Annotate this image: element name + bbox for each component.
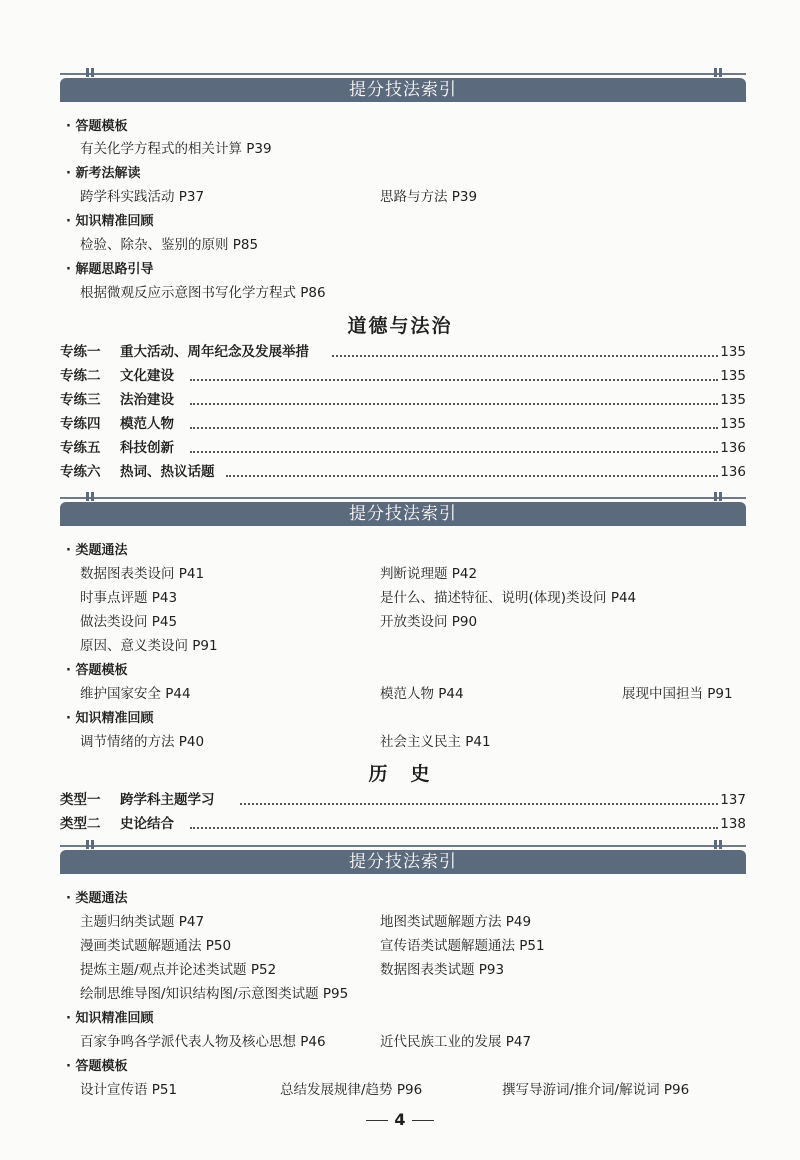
toc-row[interactable] (60, 791, 746, 809)
toc-page: 135 (720, 392, 746, 408)
toc-row[interactable] (60, 367, 746, 385)
section-heading: · 答题模板 (66, 663, 128, 678)
toc-number: 专练一 (60, 344, 101, 360)
index-entry: 绘制思维导图/知识结构图/示意图类试题 P95 (80, 986, 349, 1002)
toc-leader (190, 427, 718, 429)
banner-title: 提分技法索引 (349, 80, 457, 100)
index-entry: 漫画类试题解题通法 P50 (80, 938, 232, 954)
toc-number: 专练三 (60, 392, 101, 408)
section-heading: · 新考法解读 (66, 166, 141, 181)
toc-row[interactable] (60, 463, 746, 481)
banner-title: 提分技法索引 (349, 504, 457, 524)
toc-leader (332, 355, 718, 357)
toc-page: 138 (720, 816, 746, 832)
index-entry: 调节情绪的方法 P40 (80, 734, 205, 750)
toc-page: 136 (720, 440, 746, 456)
index-entry: 近代民族工业的发展 P47 (380, 1034, 532, 1050)
index-entry: 有关化学方程式的相关计算 P39 (80, 141, 272, 157)
toc-page: 137 (720, 792, 746, 808)
index-entry: 宣传语类试题解题通法 P51 (380, 938, 545, 954)
section-heading: · 答题模板 (66, 1059, 128, 1074)
index-entry: 模范人物 P44 (380, 686, 464, 702)
toc-row[interactable] (60, 343, 746, 361)
toc-leader (190, 379, 718, 381)
subject-title: 历 史 (368, 763, 432, 785)
toc-title: 史论结合 (120, 816, 174, 832)
index-entry: 是什么、描述特征、说明(体现)类设问 P44 (380, 590, 637, 606)
index-entry: 维护国家安全 P44 (80, 686, 191, 702)
index-entry: 检验、除杂、鉴别的原则 P85 (80, 237, 259, 253)
toc-page: 135 (720, 368, 746, 384)
section-heading: · 知识精准回顾 (66, 214, 154, 229)
index-banner (60, 68, 746, 102)
toc-row[interactable] (60, 439, 746, 457)
toc-leader (226, 475, 718, 477)
page-number (0, 1110, 800, 1129)
toc-number: 专练五 (60, 440, 101, 456)
toc-number: 专练二 (60, 368, 101, 384)
toc-title: 跨学科主题学习 (120, 792, 215, 808)
section-heading: · 答题模板 (66, 119, 128, 134)
toc-number: 专练六 (60, 464, 101, 480)
index-entry: 提炼主题/观点并论述类试题 P52 (80, 962, 277, 978)
toc-title: 热词、热议话题 (120, 464, 215, 480)
toc-number: 类型二 (60, 816, 101, 832)
toc-row[interactable] (60, 815, 746, 833)
index-entry: 设计宣传语 P51 (80, 1082, 178, 1098)
toc-leader (190, 451, 718, 453)
section-heading: · 知识精准回顾 (66, 711, 154, 726)
section-heading: · 类题通法 (66, 543, 128, 558)
toc-title: 科技创新 (120, 440, 174, 456)
section-heading: · 知识精准回顾 (66, 1011, 154, 1026)
index-banner (60, 492, 746, 526)
toc-title: 重大活动、周年纪念及发展举措 (120, 344, 309, 360)
page-number-text: 4 (394, 1110, 406, 1129)
index-entry: 开放类设问 P90 (380, 614, 478, 630)
index-entry: 跨学科实践活动 P37 (80, 189, 205, 205)
section-heading: · 类题通法 (66, 891, 128, 906)
section-heading: · 解题思路引导 (66, 262, 154, 277)
index-entry: 时事点评题 P43 (80, 590, 178, 606)
toc-leader (190, 403, 718, 405)
index-entry: 判断说理题 P42 (380, 566, 478, 582)
toc-page: 136 (720, 464, 746, 480)
toc-row[interactable] (60, 391, 746, 409)
index-entry: 地图类试题解题方法 P49 (380, 914, 532, 930)
toc-row[interactable] (60, 415, 746, 433)
index-entry: 总结发展规律/趋势 P96 (280, 1082, 423, 1098)
toc-page: 135 (720, 344, 746, 360)
index-entry: 主题归纳类试题 P47 (80, 914, 205, 930)
index-entry: 撰写导游词/推介词/解说词 P96 (502, 1082, 690, 1098)
toc-leader (190, 827, 718, 829)
index-entry: 根据微观反应示意图书写化学方程式 P86 (80, 285, 326, 301)
subject-title: 道德与法治 (347, 315, 453, 337)
index-banner (60, 840, 746, 874)
banner-title: 提分技法索引 (349, 852, 457, 872)
toc-title: 法治建设 (120, 392, 174, 408)
toc-page: 135 (720, 416, 746, 432)
toc-title: 文化建设 (120, 368, 174, 384)
index-entry: 思路与方法 P39 (380, 189, 478, 205)
index-entry: 展现中国担当 P91 (622, 686, 733, 702)
index-entry: 百家争鸣各学派代表人物及核心思想 P46 (80, 1034, 326, 1050)
index-entry: 做法类设问 P45 (80, 614, 178, 630)
toc-number: 类型一 (60, 792, 101, 808)
toc-leader (240, 803, 718, 805)
toc-title: 模范人物 (120, 416, 174, 432)
index-entry: 数据图表类设问 P41 (80, 566, 205, 582)
index-entry: 原因、意义类设问 P91 (80, 638, 218, 654)
index-entry: 社会主义民主 P41 (380, 734, 491, 750)
toc-number: 专练四 (60, 416, 101, 432)
index-entry: 数据图表类试题 P93 (380, 962, 505, 978)
